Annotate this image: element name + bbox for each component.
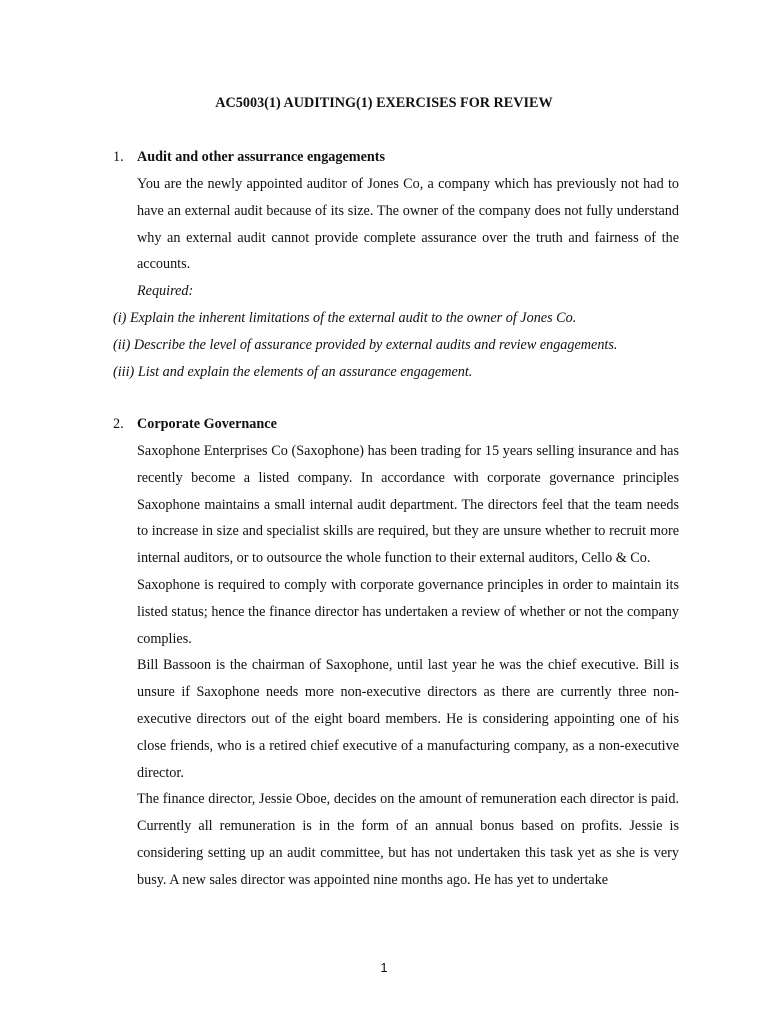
paragraph: Saxophone is required to comply with corporate governance principles in order to maintain its listed status; hence the finance director has undertaken a review of whether or not the company complies. xyxy=(137,576,679,647)
section-2-number: 2. xyxy=(113,416,124,432)
section-2-heading xyxy=(113,414,277,434)
section-1-heading xyxy=(113,147,385,167)
paragraph: You are the newly appointed auditor of Jones Co, a company which has previously not had to have an external audit because of its size. The owner of the company does not fully understand why an external audit cannot provide complete assurance over the truth and fairness of the accounts. xyxy=(137,176,679,273)
document-title: AC5003(1) AUDITING(1) EXERCISES FOR REVIEW xyxy=(215,95,553,111)
section-1-number: 1. xyxy=(113,149,124,165)
paragraph: Bill Bassoon is the chairman of Saxophone, until last year he was the chief executive. Bill is unsure if Saxophone needs more non-executive directors as there are currently three non-executive directors out of the eight board members. He is considering appointing one of his close friends, who is a retired chief executive of a manufacturing company, as a non-executive director. xyxy=(137,657,679,781)
list-item: (ii) Describe the level of assurance provided by external audits and review engagements. xyxy=(113,336,618,353)
section-1-body xyxy=(137,171,679,278)
list-item: (iii) List and explain the elements of an assurance engagement. xyxy=(113,363,473,380)
paragraph: Saxophone Enterprises Co (Saxophone) has been trading for 15 years selling insurance and has recently become a listed company. In accordance with corporate governance principles Saxophone maintains a small internal audit department. The directors feel that the team needs to increase in size and specialist skills are required, but they are unsure whether to recruit more internal auditors, or to outsource the whole function to their external auditors, Cello & Co. xyxy=(137,443,679,567)
paragraph: The finance director, Jessie Oboe, decides on the amount of remuneration each director is paid. Currently all remuneration is in the form of an annual bonus based on profits. Jessie is considering setting up an audit committee, but has not undertaken this task yet as she is very busy. A new sales director was appointed nine months ago. He has yet to undertake xyxy=(137,791,679,888)
page-number: 1 xyxy=(380,960,388,975)
required-items-list xyxy=(113,308,713,388)
list-item: (i) Explain the inherent limitations of the external audit to the owner of Jones Co. xyxy=(113,310,577,326)
section-1-title: Audit and other assurrance engagements xyxy=(137,149,386,165)
required-label: Required: xyxy=(137,283,194,299)
section-2-title: Corporate Governance xyxy=(137,416,277,432)
section-2-body xyxy=(137,438,679,894)
